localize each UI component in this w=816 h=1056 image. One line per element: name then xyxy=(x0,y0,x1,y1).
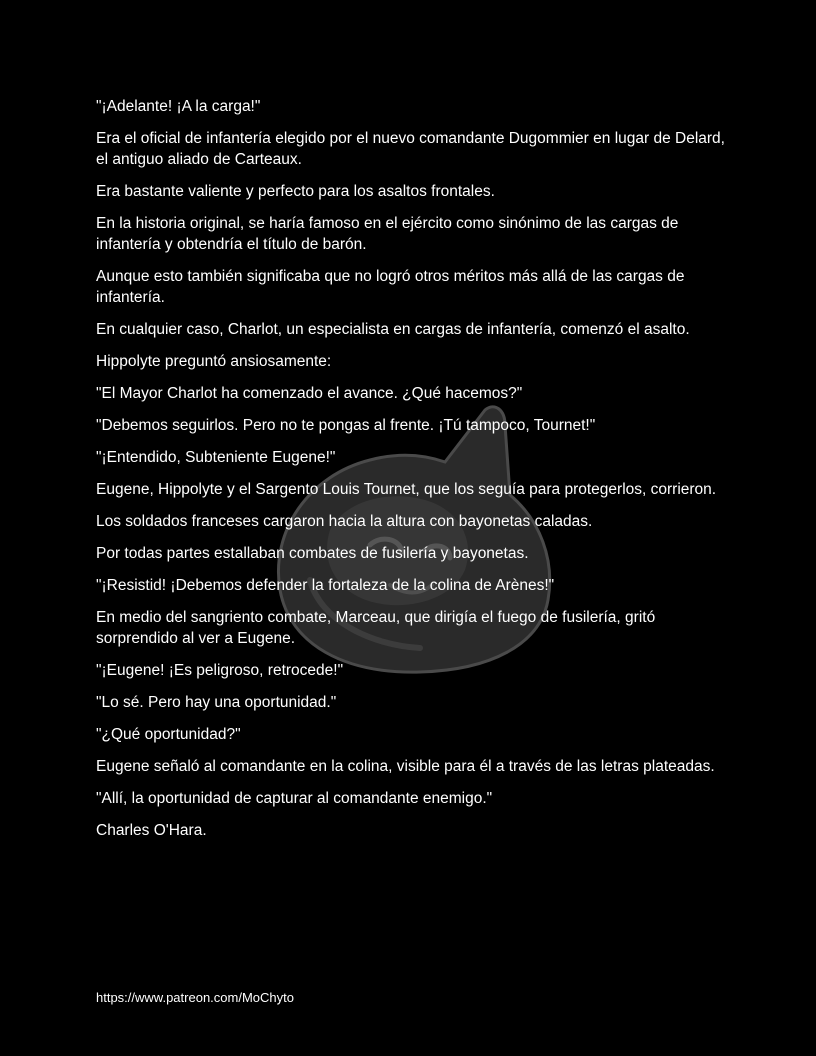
paragraph: Eugene señaló al comandante en la colina, visible para él a través de las letras plateadas. xyxy=(96,758,715,775)
paragraph: "Lo sé. Pero hay una oportunidad." xyxy=(96,694,337,711)
paragraph: "Allí, la oportunidad de capturar al comandante enemigo." xyxy=(96,790,493,807)
paragraph: "¿Qué oportunidad?" xyxy=(96,726,241,743)
paragraph: Aunque esto también significaba que no logró otros méritos más allá de las cargas de infantería. xyxy=(96,268,685,306)
paragraph: Hippolyte preguntó ansiosamente: xyxy=(96,353,332,370)
paragraph: "¡Adelante! ¡A la carga!" xyxy=(96,98,261,115)
paragraph: En medio del sangriento combate, Marceau, que dirigía el fuego de fusilería, gritó sorprendido al ver a Eugene. xyxy=(96,609,656,647)
paragraph: "¡Eugene! ¡Es peligroso, retrocede!" xyxy=(96,662,344,679)
paragraph: "Debemos seguirlos. Pero no te pongas al frente. ¡Tú tampoco, Tournet!" xyxy=(96,417,596,434)
paragraph: "¡Resistid! ¡Debemos defender la fortaleza de la colina de Arènes!" xyxy=(96,577,555,594)
paragraph: Era el oficial de infantería elegido por el nuevo comandante Dugommier en lugar de Delard, el antiguo aliado de Carteaux. xyxy=(96,130,725,168)
paragraph: Charles O'Hara. xyxy=(96,822,207,839)
paragraph: Eugene, Hippolyte y el Sargento Louis Tournet, que los seguía para protegerlos, corrieron. xyxy=(96,481,717,498)
paragraph: En la historia original, se haría famoso en el ejército como sinónimo de las cargas de infantería y obtendría el título de barón. xyxy=(96,215,679,253)
paragraph: Los soldados franceses cargaron hacia la altura con bayonetas caladas. xyxy=(96,513,593,530)
paragraph: "El Mayor Charlot ha comenzado el avance. ¿Qué hacemos?" xyxy=(96,385,523,402)
paragraph: Era bastante valiente y perfecto para los asaltos frontales. xyxy=(96,183,495,200)
paragraph: "¡Entendido, Subteniente Eugene!" xyxy=(96,449,336,466)
paragraph: En cualquier caso, Charlot, un especialista en cargas de infantería, comenzó el asalto. xyxy=(96,321,690,338)
patreon-link[interactable]: https://www.patreon.com/MoChyto xyxy=(96,990,294,1005)
paragraph: Por todas partes estallaban combates de fusilería y bayonetas. xyxy=(96,545,529,562)
document-body xyxy=(96,96,726,852)
